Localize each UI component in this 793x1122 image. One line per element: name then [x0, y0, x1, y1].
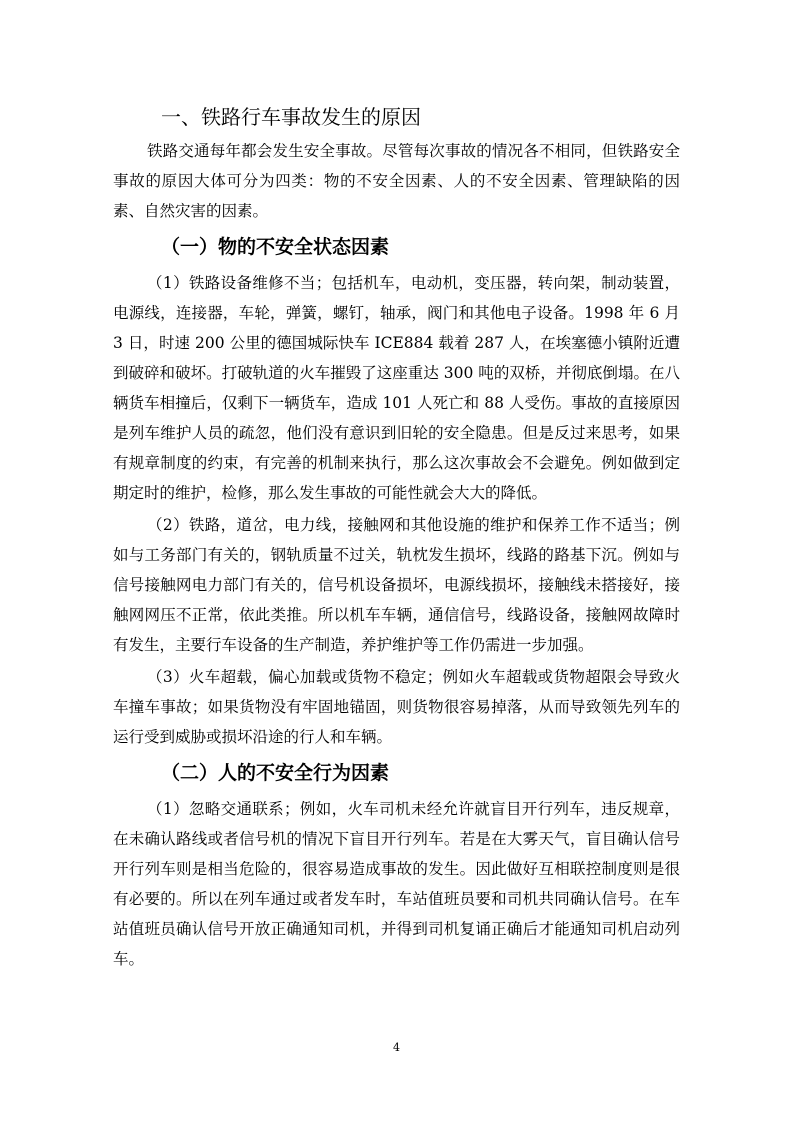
section-title: 一、铁路行车事故发生的原因 [161, 105, 421, 129]
paragraph-equipment-maintenance: （1）铁路设备维修不当；包括机车，电动机，变压器，转向架，制动装置，电源线，连接器，车轮，弹簧，螺钉，轴承，阀门和其他电子设备。1998 年 6 月 3 日，时速 200 公里的德国城际快车 ICE884 载着 287 人，在埃塞德小镇附近遭到破碎和破坏。打破轨道的火车摧毁了这座重达 300 吨的双桥，并彻底倒塌。在八辆货车相撞后，仅剩下一辆货车，造成 101 人死亡和 88 人受伤。事故的直接原因是列车维护人员的疏忽，他们没有意识到旧轮的安全隐患。但是反过来思考，如果有规章制度的约束，有完善的机制来执行，那么这次事故会不会避免。例如做到定期定时的维护，检修，那么发生事故的可能性就会大大的降低。 [113, 274, 680, 502]
paragraph-ignoring-contact: （1）忽略交通联系；例如，火车司机未经允许就盲目开行列车，违反规章，在未确认路线或者信号机的情况下盲目开行列车。若是在大雾天气，盲目确认信号开行列车则是相当危险的，很容易造成事故的发生。因此做好互相联控制度则是很有必要的。所以在列车通过或者发车时，车站值班员要和司机共同确认信号。在车站值班员确认信号开放正确通知司机，并得到司机复诵正确后才能通知司机启动列车。 [113, 800, 680, 968]
paragraph-overloading: （3）火车超载，偏心加载或货物不稳定；例如火车超载或货物超限会导致火车撞车事故；如果货物没有牢固地锚固，则货物很容易掉落，从而导致领先列车的运行受到威胁或损坏沿途的行人和车辆。 [113, 668, 680, 746]
intro-paragraph: 铁路交通每年都会发生安全事故。尽管每次事故的情况各不相同，但铁路安全事故的原因大体可分为四类：物的不安全因素、人的不安全因素、管理缺陷的因素、自然灾害的因素。 [113, 142, 680, 220]
subsection-title-human-factors: （二）人的不安全行为因素 [161, 762, 390, 784]
page-number: 4 [393, 1041, 400, 1054]
paragraph-facility-maintenance: （2）铁路，道岔，电力线，接触网和其他设施的维护和保养工作不适当；例如与工务部门有关的，钢轨质量不过关，轨枕发生损坏，线路的路基下沉。例如与信号接触网电力部门有关的，信号机设备损坏，电源线损坏，接触线未搭接好，接触网网压不正常，依此类推。所以机车车辆，通信信号，线路设备，接触网故障时有发生，主要行车设备的生产制造，养护维护等工作仍需进一步加强。 [113, 516, 680, 654]
subsection-title-physical-factors: （一）物的不安全状态因素 [161, 236, 390, 258]
page-content [113, 100, 680, 976]
